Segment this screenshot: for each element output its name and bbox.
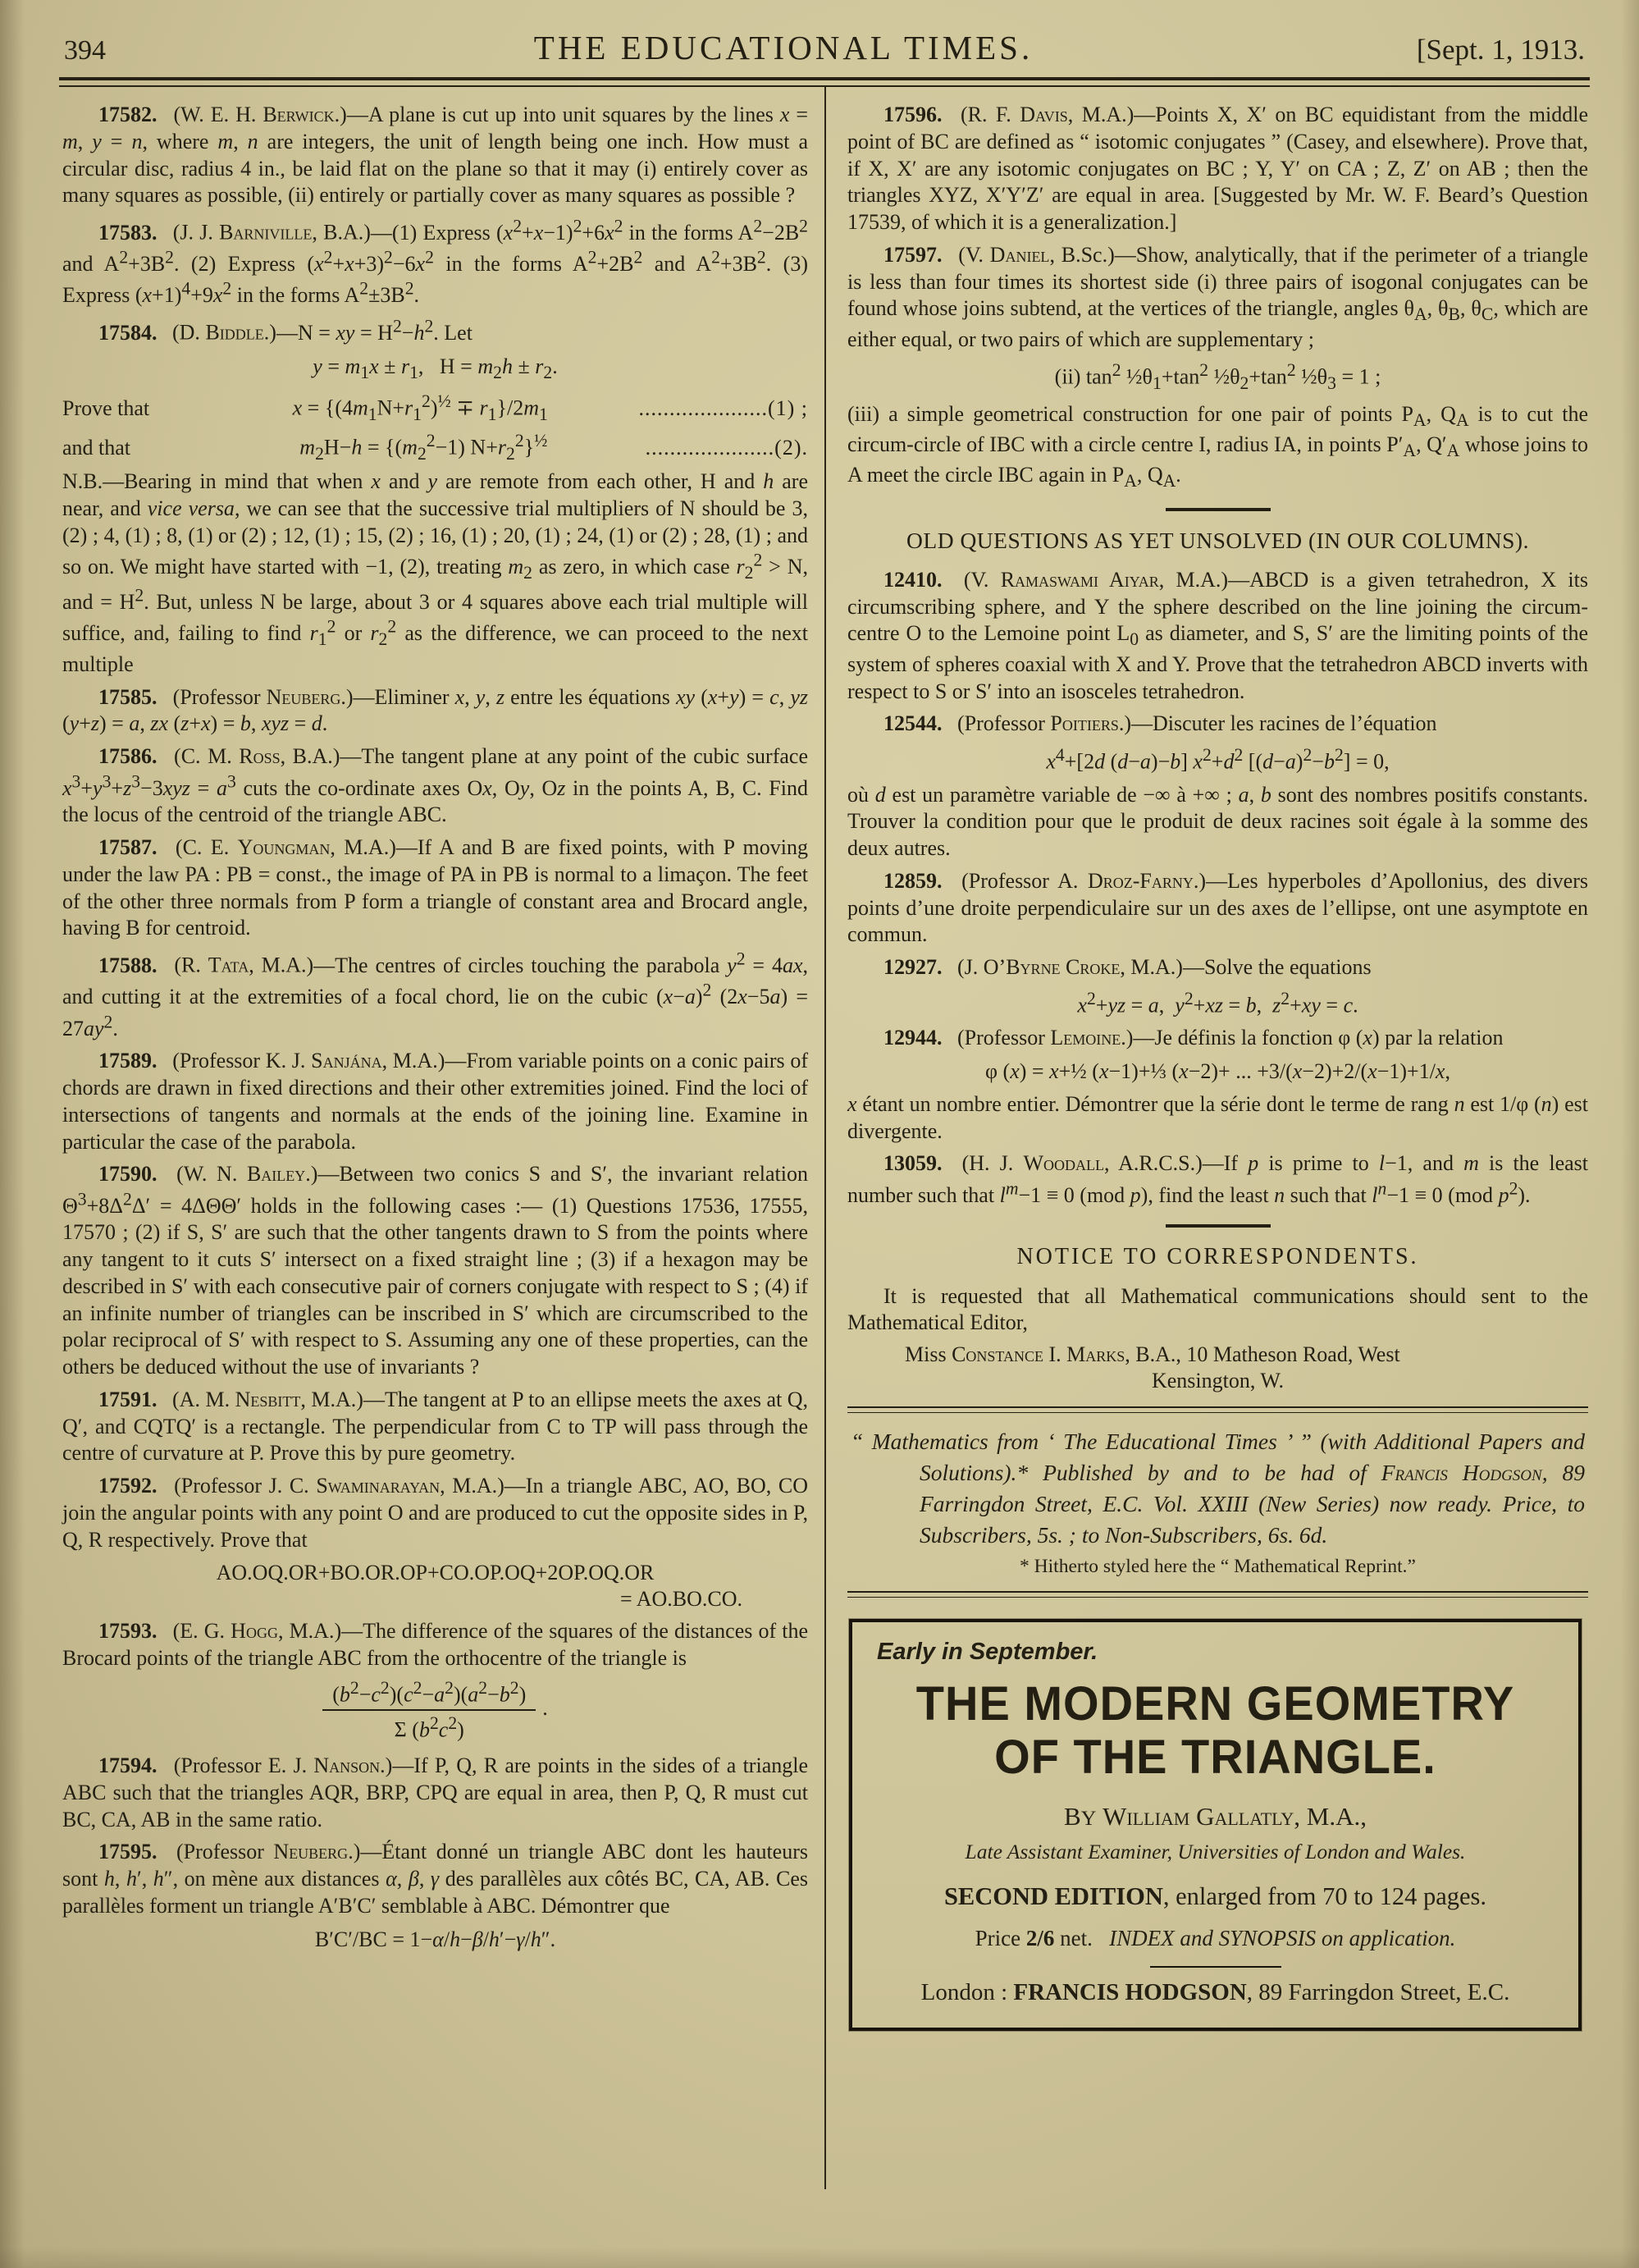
problem-author: (Professor Neuberg.) (176, 1840, 361, 1864)
problem-body: —If P, Q, R are points in the sides of a triangle ABC such that the triangles AQR, BRP, CPQ are equal in area, then P, Q, R must cut BC, CA, AB in the same ratio. (62, 1754, 808, 1831)
problem-number: 17584. (98, 320, 158, 345)
problem-body: —Eliminer x, y, z entre les équations xy (x+y) = c, yz (y+z) = a, zx (z+x) = b, xyz = d. (62, 684, 808, 736)
two-column-body (59, 87, 1590, 2189)
problem-author: (V. Ramaswami Aiyar, M.A.) (963, 567, 1229, 592)
problem-body: —A plane is cut up into unit squares by the lines x = m, y = n, where m, n are integers, the unit of length being one inch. How must a circular disc, radius 4 in., be laid flat on the plane so that it may (i) entirely cover as many squares as possible, (ii) entirely or partially cover as many squares as possible ? (62, 103, 809, 208)
problem-number: 17592. (98, 1474, 158, 1498)
problem-author: (E. G. Hogg, M.A.) (172, 1619, 342, 1644)
problem-17597-continued (847, 401, 1588, 493)
problem-number: 12927. (883, 955, 943, 980)
equation-17592-line1: AO.OQ.OR+BO.OR.OP+CO.OP.OQ+2OP.OQ.OR (216, 1561, 655, 1585)
notice-heading: NOTICE TO CORRESPONDENTS. (1016, 1243, 1419, 1269)
equation-number: .....................(1) ; (638, 396, 808, 420)
problem-body: —Discuter les racines de l’équation (1131, 711, 1437, 736)
problem-author: (Professor Neuberg.) (172, 684, 354, 709)
problem-number: 12410. (883, 567, 943, 592)
problem-17585 (62, 684, 808, 738)
equation-12544: $x^4+[2d$ (d−a)−b] $x^2+d^2$ $[(d-a)^2-b^2] = 0$, (1046, 745, 1390, 774)
problem-author: (R. Tata, M.A.) (174, 953, 314, 977)
problem-17597 (847, 242, 1588, 354)
problem-author: (Professor E. J. Nanson.) (173, 1754, 393, 1778)
ad-title-line1: THE MODERN GEOMETRY (915, 1676, 1515, 1731)
ad-title-line2: OF THE TRIANGLE. (994, 1729, 1436, 1784)
problem-author: (H. J. Woodall, A.R.C.S.) (961, 1151, 1203, 1176)
problem-body: —Les hyperboles d’Apollonius, des divers points d’une droite perpendiculaire sur un des axes de l’ellipse, ont une asymptote en commun. (847, 868, 1588, 947)
double-rule (847, 1406, 1588, 1413)
problem-body: —Solve the equations (1182, 955, 1372, 980)
problem-author: (C. M. Ross, B.A.) (174, 744, 340, 769)
section-divider (1166, 508, 1271, 511)
problem-17594 (62, 1753, 808, 1833)
problem-17595 (62, 1839, 808, 1919)
problem-body: x étant un nombre entier. Démontrer que la série dont le terme de rang n est 1/φ (n) est divergente. (847, 1091, 1588, 1143)
problem-author: (W. E. H. Berwick.) (173, 103, 347, 126)
problem-author: (R. F. Davis, M.A.) (960, 103, 1135, 126)
problem-number: 17591. (98, 1387, 158, 1411)
problem-author: (J. O’Byrne Croke, M.A.) (957, 955, 1183, 980)
equation-17584-intro: $y = m_1x \pm r_1$, $H = m_2h \pm r_2$. (313, 354, 558, 382)
problem-number: 17583. (98, 220, 158, 245)
problem-17592 (62, 1473, 808, 1553)
fraction-numerator: $(b^2-c^2)(c^2-a^2)(a^2-b^2)$ (322, 1678, 536, 1712)
page-header (59, 0, 1590, 77)
problem-number: 17596. (883, 103, 943, 126)
problem-number: 17585. (98, 684, 158, 709)
problem-number: 17588. (98, 953, 158, 977)
problem-body: —Étant donné un triangle ABC dont les hauteurs sont h, h′, h″, on mène aux distances α, β, γ des parallèles aux côtés BC, CA, AB. Ces parallèles forment un triangle A′B′C′ semblable à ABC. Démontrer que (62, 1840, 808, 1918)
problem-17588 (62, 948, 808, 1042)
problem-body: —In a triangle ABC, AO, BO, CO join the angular points with any point O and are produced to cut the opposite sides in P, Q, R respectively. Prove that (62, 1474, 808, 1552)
problem-body: —Between two conics S and S′, the invariant relation $\Theta^3+8\Delta^2\Delta' = 4\Delta\Theta\Theta'$ holds in the following cases :— (1) Questions 17536, 17555, 17570 ; (2) if S, S′ are such that the other tangents drawn to S from the points where any tangent to it cuts S′ intersect on a fixed straight line ; (3) if a hexagon may be described in S′ with each consecutive pair of corners conjugate with respect to S ; (4) if an infinite number of triangles can be inscribed in S′ which are circumscribed to the polar reciprocal of S′ with respect to S. Assuming any one of these properties, can the others be deduced without the use of invariants ? (62, 1162, 808, 1379)
problem-number: 17587. (98, 835, 158, 860)
problem-number: 17594. (98, 1754, 158, 1778)
problem-author: (D. Biddle.) (172, 320, 276, 345)
problem-author: (Professor K. J. Sanjána, M.A.) (172, 1049, 445, 1073)
fraction (322, 1678, 536, 1743)
note-body: N.B.—Bearing in mind that when x and y are remote from each other, H and h are near, and vice versa, we can see that the successive trial multipliers of N should be 3, (2) ; 4, (1) ; 8, (1) or (2) ; 12, (1) ; 15, (2) ; 16, (1) ; 20, (1) ; 24, (1) or (2) ; 28, (1) ; and so on. We might have started with −1, (2), treating $m_2$ as zero, in which case $r_2^2 > N$, and = $H^2$. But, unless N be large, about 3 or 4 squares above each trial multiple will suffice, and, failing to find $r_1^2$ or $r_2^2$ as the difference, we can proceed to the next multiple (62, 469, 808, 676)
problem-number: 17582. (98, 103, 158, 126)
problem-body: —The centres of circles touching the parabola $y^2 = 4ax$, and cutting it at the extremities of a focal chord, lie on the cubic $(x-a)^2$ $(2x-5a) = 27ay^2$. (62, 949, 809, 1040)
journal-title: THE EDUCATIONAL TIMES. (533, 29, 1034, 66)
equation-label: Prove that (62, 396, 150, 420)
problem-number: 17590. (98, 1162, 158, 1187)
equation-17584-2 (62, 429, 808, 465)
ad-publisher: London : FRANCIS HODGSON, 89 Farringdon Street, E.C. (920, 1978, 1510, 2005)
problem-author: (C. E. Youngman, M.A.) (175, 835, 396, 860)
problem-body: —The difference of the squares of the distances of the Brocard points of the triangle ABC from the orthocentre of the triangle is (62, 1619, 808, 1671)
section-divider (1166, 1224, 1271, 1228)
problem-number: 17597. (883, 242, 943, 267)
problem-17591 (62, 1387, 808, 1467)
editor-address-line1: Miss Constance I. Marks, B.A., 10 Matheson Road, West (905, 1342, 1400, 1367)
ad-price: Price 2/6 net. INDEX and SYNOPSIS on application. (975, 1925, 1456, 1950)
problem-body: —ABCD is a given tetrahedron, X its circumscribing sphere, and Y the sphere described on the line joining the circum-centre O to the Lemoine point $L_0$ as diameter, and S, S′ are the limiting points of the system of spheres coaxial with X and Y. Prove that the tetrahedron ABCD inverts with respect to S or S′ into an isosceles tetrahedron. (847, 567, 1589, 703)
problem-17582 (62, 102, 808, 209)
ad-edition: SECOND EDITION, enlarged from 70 to 124 pages. (943, 1882, 1487, 1910)
problem-13059 (847, 1150, 1588, 1209)
problem-17593 (62, 1618, 808, 1672)
problem-body: où d est un paramètre variable de −∞ à +∞ ; a, b sont des nombres positifs constants. Trouver la condition pour que le produit de deux racines soit égale à la somme des deux autres. (847, 782, 1589, 861)
problem-17583 (62, 215, 808, 309)
problem-body: —The tangent at P to an ellipse meets the axes at Q, Q′, and CQTQ′ is a rectangle. The perpendicular from C to TP will pass through the centre of curvature at P. Prove this by pure geometry. (62, 1387, 808, 1466)
left-column (59, 87, 824, 2189)
equation-17597-ii: (ii) $\tan^2$ $\frac{1}{2}\theta_1+\tan^2$ $\frac{1}{2}\theta_2+\tan^2$ $\frac{1}{2}\theta_3 = 1$ ; (1054, 360, 1381, 394)
editor-address-line2: Kensington, W. (1151, 1369, 1285, 1393)
problem-author: (J. J. Barniville, B.A.) (172, 220, 371, 245)
problem-body: —From variable points on a conic pairs of chords are drawn in fixed directions and their other extremities joined. Find the loci of intersections of tangents and normals at the ends of the joining line. Examine in particular the case of the parabola. (62, 1049, 809, 1154)
problem-author: (W. N. Bailey.) (176, 1162, 318, 1187)
equation-number: .....................(2). (645, 435, 808, 460)
fraction-period: . (542, 1696, 548, 1721)
old-questions-heading: OLD QUESTIONS AS YET UNSOLVED (IN OUR COLUMNS). (906, 527, 1529, 553)
problem-body: —If A and B are fixed points, with P moving under the law PA : PB = const., the image of PA in PB is normal to a limaçon. The feet of the other three normals from P form a triangle of constant area and Brocard angle, having B for centroid. (62, 835, 809, 940)
problem-12927 (847, 954, 1588, 981)
problem-number: 17586. (98, 744, 158, 769)
problem-body: —(1) Express $(x^2+x-1)^2+6x^2$ in the forms $A^2-2B^2$ and $A^2+3B^2$. (2) Express $(x^2+x+3)^2-6x^2$ in the forms $A^2+2B^2$ and $A^2+3B^2$. (3) Express $(x+1)^4+9x^2$ in the forms $A^2\pm 3B^2$. (62, 216, 809, 308)
problem-17590 (62, 1161, 808, 1381)
problem-12859 (847, 868, 1588, 949)
problem-12944 (847, 1025, 1588, 1052)
problem-12410 (847, 567, 1588, 705)
header-rule (59, 77, 1590, 87)
problem-number: 12544. (883, 711, 943, 736)
reprint-notice: “ Mathematics from ‘ The Educational Times ’ ” (with Additional Papers and Solutions).* Published by and to be had of Francis Hodgson, 89 Farringdon Street, E.C. Vol. XXIII (New Series) now ready. Price, to Subscribers, 5s. ; to Non-Subscribers, 6s. 6d. (851, 1429, 1586, 1548)
problem-number: 17593. (98, 1619, 158, 1644)
problem-body: —Points X, X′ on BC equidistant from the middle point of BC are defined as “ isotomic conjugates ” (Casey, and elsewhere). Prove that, if X, X′ are any isotomic conjugates on BC ; Y, Y′ on CA ; Z, Z′ on AB ; then the triangles XYZ, X′Y′Z′ are equal in area. [Suggested by Mr. W. F. Beard’s Question 17539, of which it is a generalization.] (847, 103, 1588, 234)
ad-kicker: Early in September. (877, 1638, 1098, 1665)
problem-number: 17595. (98, 1840, 158, 1864)
notice-text: It is requested that all Mathematical communications should sent to the Mathematical Editor, (847, 1283, 1588, 1335)
ad-divider (1150, 1966, 1281, 1968)
equation-12927: $x^2+yz = a$, $y^2+xz = b$, $z^2+xy = c$. (1077, 988, 1358, 1017)
problem-body: (iii) a simple geometrical construction for one pair of points $P_A$, $Q_A$ is to cut the circum-circle of IBC with a circle centre I, radius IA, in points $P'_A$, $Q'_A$ whose joins to A meet the circle IBC again in $P_A$, $Q_A$. (847, 401, 1589, 492)
problem-body: —Show, analytically, that if the perimeter of a triangle is less than four times its shortest side (i) three pairs of isogonal conjugates can be found whose joins subtend, at the vertices of the triangle, angles $\theta_A$, $\theta_B$, $\theta_C$, which are either equal, or two pairs of which are supplementary ; (847, 242, 1589, 351)
problem-body: —Je définis la fonction φ (x) par la relation (1133, 1026, 1504, 1050)
reprint-footnote: * Hitherto styled here the “ Mathematical Reprint.” (1020, 1555, 1416, 1577)
problem-17596 (847, 102, 1588, 236)
problem-17589 (62, 1048, 808, 1155)
equation-17584-1 (62, 390, 808, 426)
problem-number: 12859. (883, 868, 943, 893)
ad-byline: BY William Gallatly, M.A., (1064, 1801, 1367, 1831)
issue-date: [Sept. 1, 1913. (1416, 34, 1585, 66)
problem-author: (Professor Poitiers.) (957, 711, 1132, 736)
fraction-17593 (62, 1678, 808, 1743)
problem-number: 12944. (883, 1026, 943, 1050)
problem-author: (Professor Lemoine.) (957, 1026, 1134, 1050)
problem-author: (V. Daniel, B.Sc.) (958, 242, 1115, 267)
right-column (824, 87, 1590, 2189)
equation-body: $x = \{(4m_1N+r_1^2)^{\frac{1}{2}} \mp r_1\}/2m_1$ (292, 391, 548, 424)
problem-17584 (62, 315, 808, 346)
problem-12544-continued (847, 782, 1588, 862)
problem-body: —If p is prime to l−1, and m is the least number such that $l^m-1 \equiv 0$ (mod p), find the least n such that $l^n-1 \equiv 0$ (mod $p^2$). (847, 1151, 1588, 1207)
equation-12944: φ (x) = x+½ (x−1)+⅓ (x−2)+ ... +3/(x−2)+2/(x−1)+1/x, (985, 1059, 1450, 1084)
ad-subline: Late Assistant Examiner, Universities of London and Wales. (965, 1839, 1466, 1863)
problem-12944-continued (847, 1091, 1588, 1145)
notice-body (847, 1283, 1588, 1337)
problem-author: (A. M. Nesbitt, M.A.) (172, 1387, 363, 1411)
problem-body: —N = xy = $H^2-h^2$. Let (276, 316, 473, 345)
problem-17587 (62, 834, 808, 942)
problem-number: 13059. (883, 1151, 943, 1176)
problem-author: (Professor J. C. Swaminarayan, M.A.) (174, 1474, 504, 1498)
equation-17592-line2: = AO.BO.CO. (619, 1587, 742, 1612)
problem-body: —The tangent plane at any point of the cubic surface $x^3+y^3+z^3-3xyz = a^3$ cuts the co-ordinate axes Ox, Oy, Oz in the points A, B, C. Find the locus of the centroid of the triangle ABC. (62, 744, 808, 827)
double-rule (847, 1591, 1588, 1598)
problem-17586 (62, 743, 808, 829)
page-number: 394 (64, 35, 106, 66)
equation-17595: B′C′/BC = 1−α/h−β/h′−γ/h″. (314, 1927, 556, 1951)
problem-author: (Professor A. Droz-Farny.) (961, 868, 1207, 893)
equation-body: $m_2H-h = \{(m_2^2-1)$ $N+r_2^2\}^{\frac{1}{2}}$ (299, 431, 548, 464)
problem-number: 17589. (98, 1049, 158, 1073)
note-17584 (62, 469, 808, 679)
fraction-denominator: Σ $(b^2c^2)$ (394, 1713, 464, 1743)
equation-label: and that (62, 435, 131, 460)
problem-12544 (847, 711, 1588, 738)
advertisement-modern-geometry (849, 1619, 1582, 2031)
